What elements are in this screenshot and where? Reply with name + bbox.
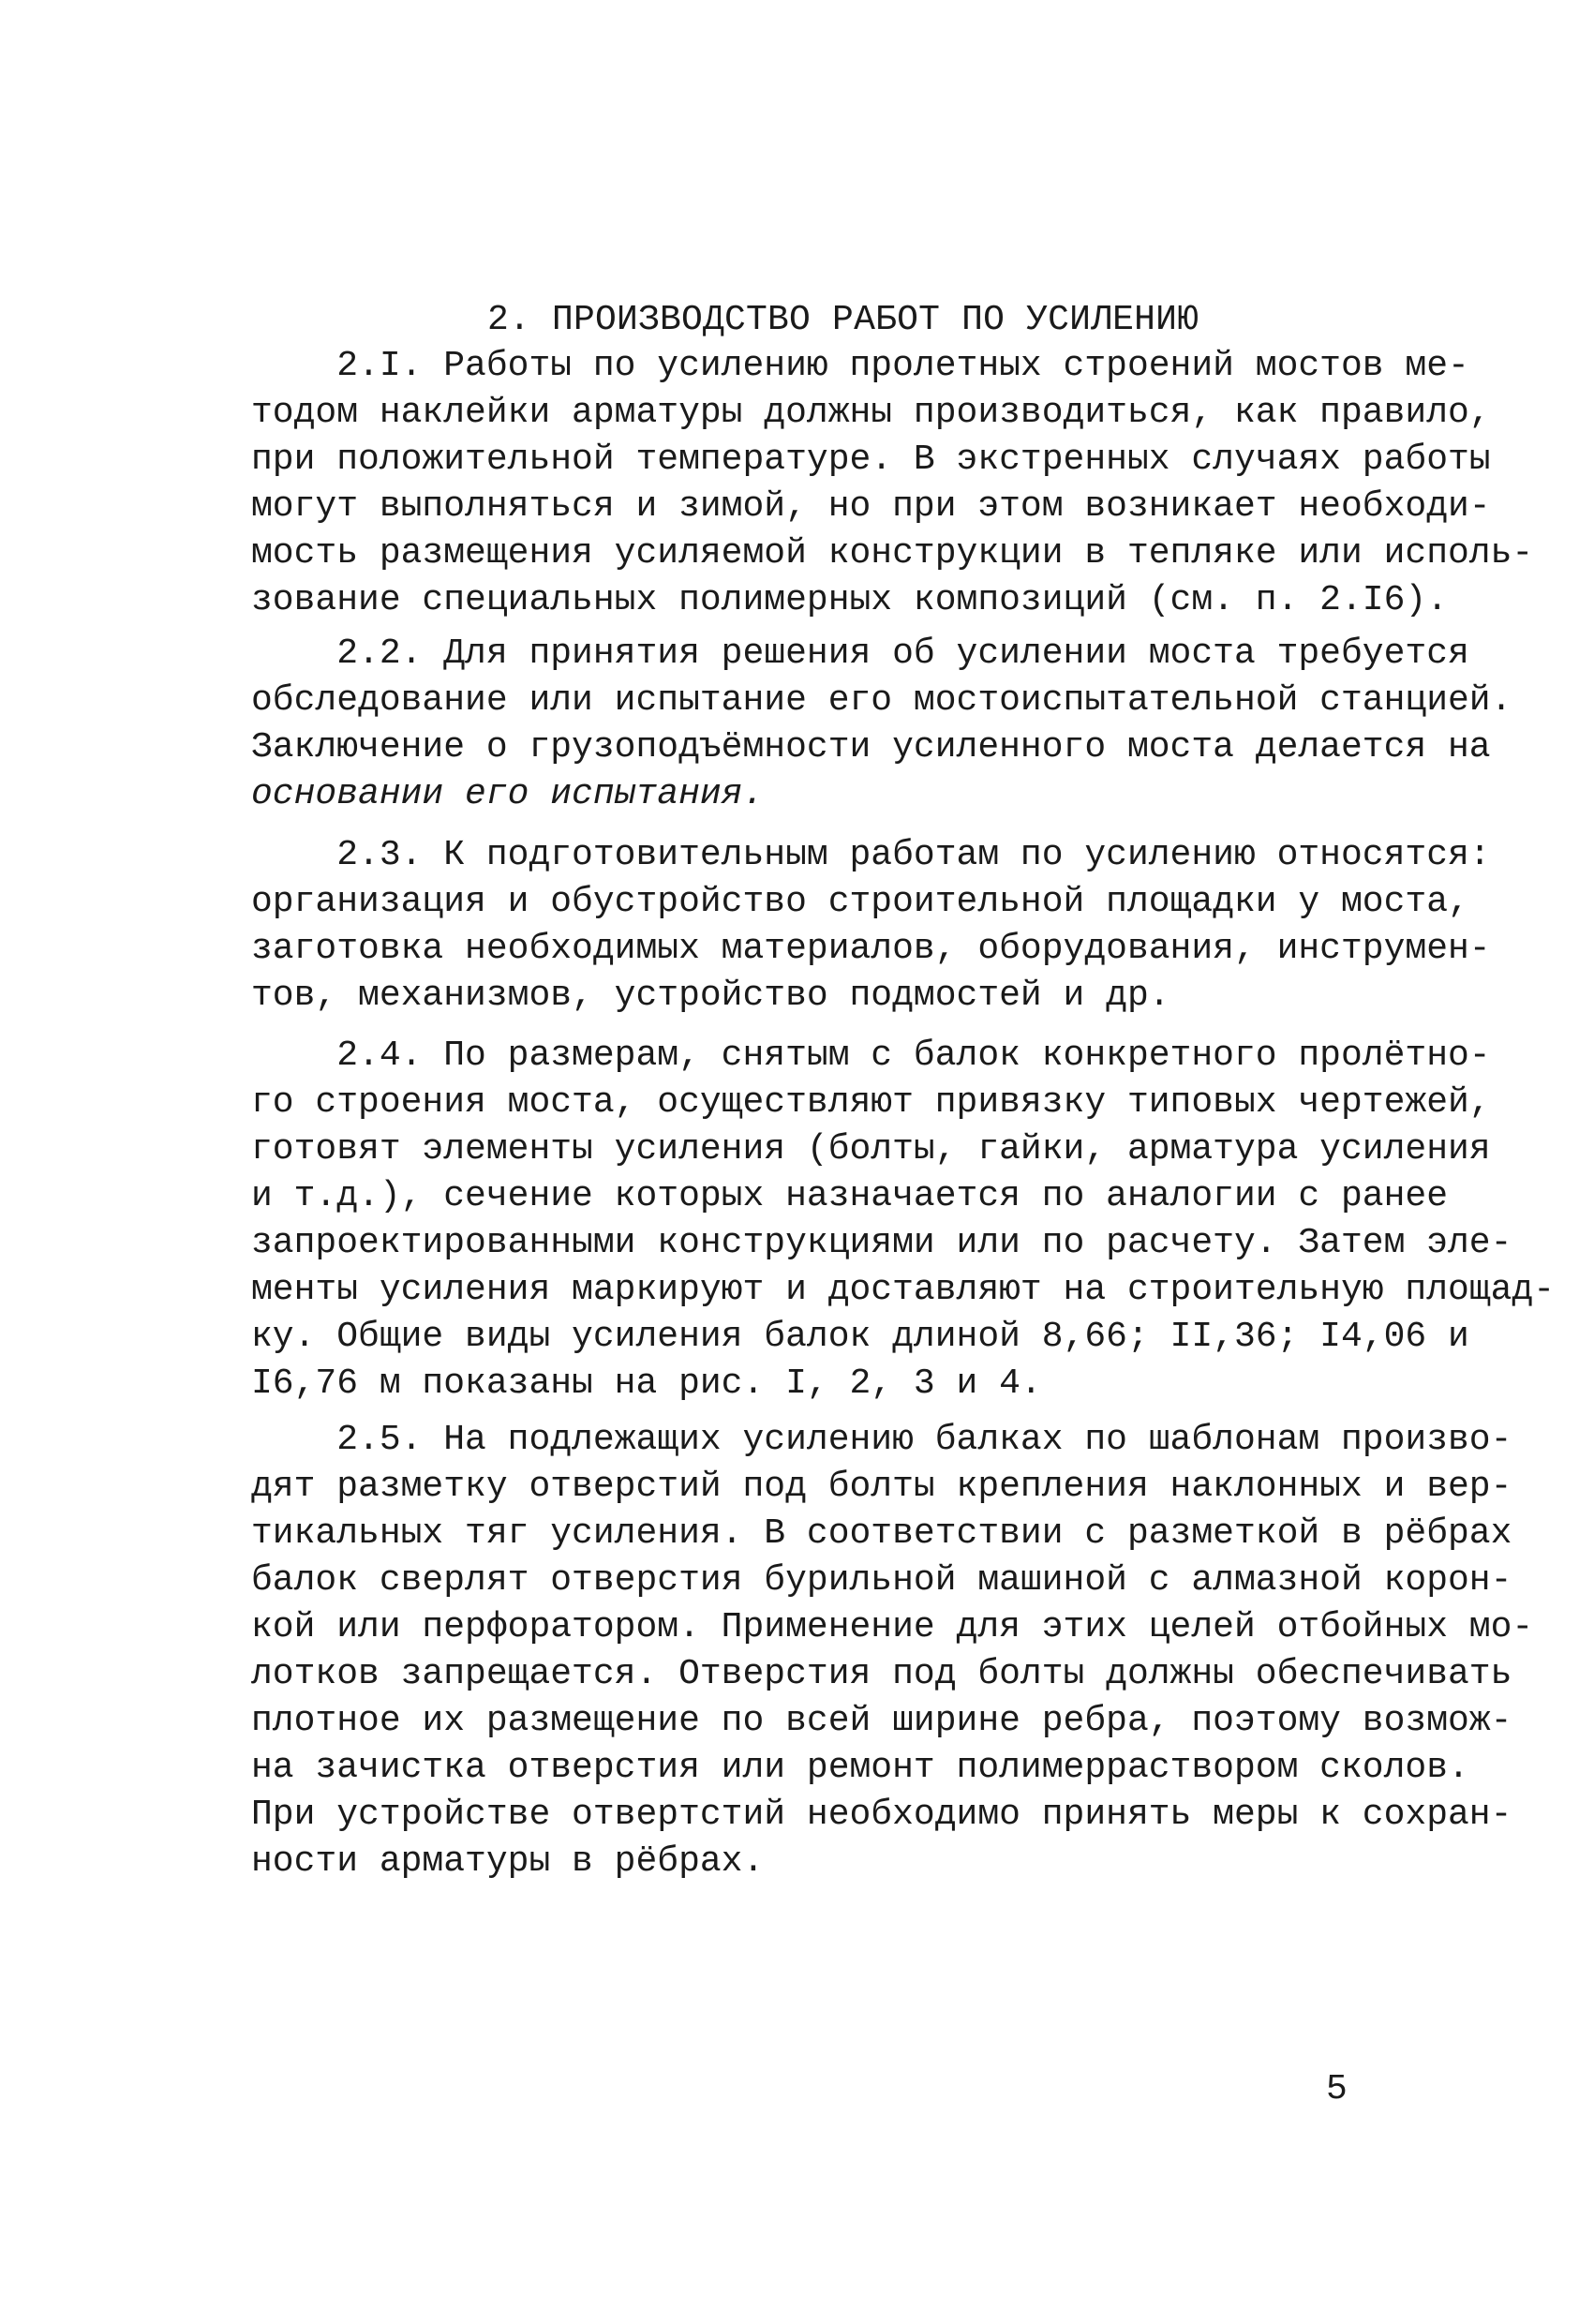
- paragraph-line: I6,76 м показаны на рис. I, 2, 3 и 4.: [251, 1363, 1042, 1404]
- paragraph-line: Заключение о грузоподъёмности усиленного моста делается на: [251, 727, 1491, 767]
- paragraph-line: запроектированными конструкциями или по расчету. Затем эле-: [251, 1223, 1512, 1263]
- paragraph-line: основании его испытания.: [251, 774, 765, 814]
- paragraph-line: тодом наклейки арматуры должны производиться, как правило,: [251, 393, 1491, 433]
- paragraph-2-3: [251, 832, 1491, 1020]
- paragraph-line: мость размещения усиляемой конструкции в тепляке или исполь-: [251, 533, 1534, 574]
- paragraph-line: при положительной температуре. В экстренных случаях работы: [251, 439, 1491, 480]
- paragraph-line: ку. Общие виды усиления балок длиной 8,66; II,36; I4,06 и: [251, 1317, 1469, 1357]
- paragraph-line: дят разметку отверстий под болты крепления наклонных и вер-: [251, 1467, 1512, 1507]
- paragraph-line: При устройстве отвертстий необходимо принять меры к сохран-: [251, 1795, 1512, 1835]
- paragraph-line: зование специальных полимерных композиций (см. п. 2.I6).: [251, 580, 1449, 620]
- paragraph-line: и т.д.), сечение которых назначается по аналогии с ранее: [251, 1176, 1449, 1216]
- paragraph-line: 2.2. Для принятия решения об усилении моста требуется: [251, 633, 1469, 674]
- paragraph-line: плотное их размещение по всей ширине ребра, поэтому возмож-: [251, 1701, 1512, 1741]
- section-heading: 2. ПРОИЗВОДСТВО РАБОТ ПО УСИЛЕНИЮ: [487, 300, 1199, 340]
- paragraph-line: заготовка необходимых материалов, оборудования, инструмен-: [251, 929, 1491, 969]
- paragraph-line: 2.5. На подлежащих усилению балках по шаблонам произво-: [251, 1420, 1512, 1460]
- paragraph-line: ности арматуры в рёбрах.: [251, 1841, 765, 1882]
- paragraph-2-4: [251, 1033, 1556, 1408]
- paragraph-line: обследование или испытание его мостоиспытательной станцией.: [251, 680, 1512, 721]
- paragraph-line: го строения моста, осуществляют привязку типовых чертежей,: [251, 1082, 1491, 1123]
- paragraph-line: 2.3. К подготовительным работам по усилению относятся:: [251, 835, 1491, 875]
- paragraph-line: тов, механизмов, устройство подмостей и др.: [251, 976, 1170, 1016]
- paragraph-line: могут выполняться и зимой, но при этом возникает необходи-: [251, 486, 1491, 527]
- paragraph-2-2: [251, 631, 1512, 818]
- paragraph-line: готовят элементы усиления (болты, гайки, арматура усиления: [251, 1129, 1491, 1169]
- page-number: 5: [1326, 2069, 1348, 2109]
- paragraph-line: лотков запрещается. Отверстия под болты должны обеспечивать: [251, 1654, 1512, 1694]
- paragraph-line: кой или перфоратором. Применение для этих целей отбойных мо-: [251, 1607, 1534, 1647]
- paragraph-2-5: [251, 1417, 1534, 1885]
- paragraph-line: балок сверлят отверстия бурильной машиной с алмазной корон-: [251, 1560, 1512, 1601]
- paragraph-line: организация и обустройство строительной площадки у моста,: [251, 882, 1469, 922]
- paragraph-line: 2.4. По размерам, снятым с балок конкретного пролётно-: [251, 1035, 1491, 1076]
- paragraph-line: тикальных тяг усиления. В соответствии с разметкой в рёбрах: [251, 1513, 1512, 1554]
- paragraph-line: на зачистка отверстия или ремонт полимерраствором сколов.: [251, 1748, 1469, 1788]
- paragraph-line: менты усиления маркируют и доставляют на строительную площад-: [251, 1270, 1556, 1310]
- paragraph-line: 2.I. Работы по усилению пролетных строений мостов ме-: [251, 346, 1469, 386]
- paragraph-2-1: [251, 343, 1534, 624]
